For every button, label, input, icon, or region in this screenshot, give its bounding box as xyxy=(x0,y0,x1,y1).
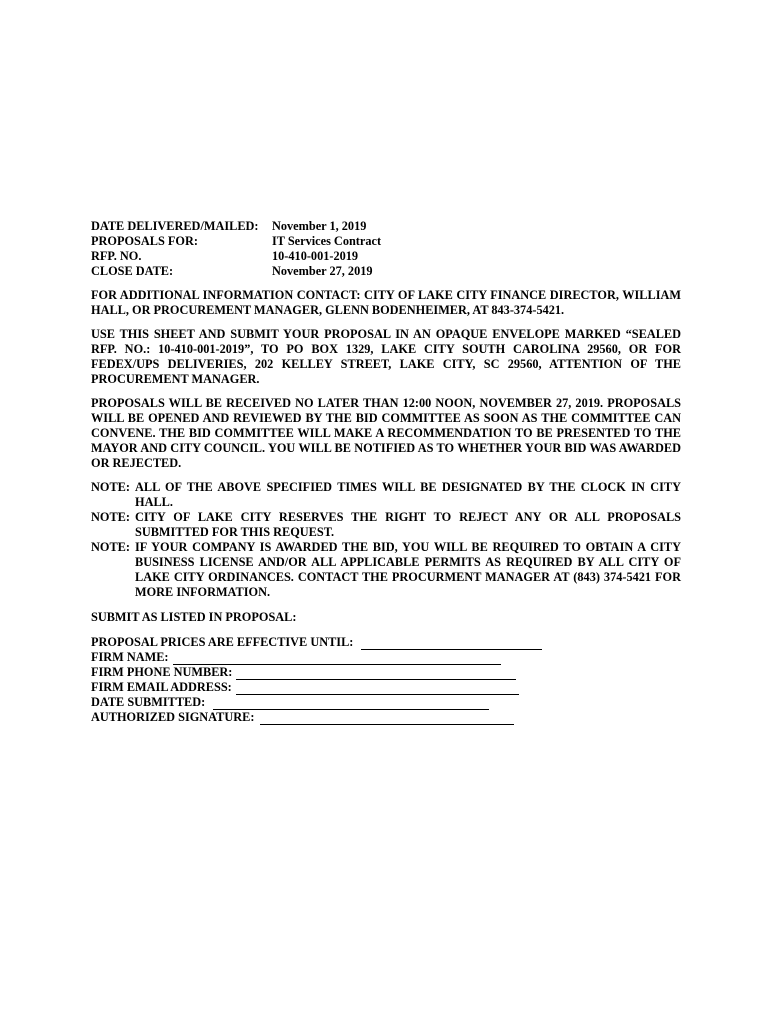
field-label: DATE SUBMITTED: xyxy=(91,695,206,709)
note-label: NOTE: xyxy=(91,540,130,554)
header-label: DATE DELIVERED/MAILED: xyxy=(91,219,259,233)
note-text: IF YOUR COMPANY IS AWARDED THE BID, YOU WILL BE REQUIRED TO OBTAIN A CITY BUSINESS LICENSE AND/OR ALL APPLICABLE PERMITS AS REQUIRED BY ALL CITY OF LAKE CITY ORDINANCES. CONTACT THE PROCURMENT MANAGER AT (843) 374-5421 FOR MORE INFORMATION. xyxy=(135,540,681,599)
header-label: PROPOSALS FOR: xyxy=(91,234,198,248)
effective-until-input[interactable] xyxy=(361,638,542,650)
header-value: IT Services Contract xyxy=(272,234,382,248)
note-item xyxy=(91,480,681,510)
date-submitted-input[interactable] xyxy=(213,698,489,710)
notes-list xyxy=(91,480,681,600)
proposal-form xyxy=(91,635,681,725)
field-firm-name xyxy=(91,650,681,665)
header-label: RFP. NO. xyxy=(91,249,142,263)
header-row-rfp-no xyxy=(91,249,681,264)
note-label: NOTE: xyxy=(91,510,130,524)
header-row-proposals-for xyxy=(91,234,681,249)
firm-phone-input[interactable] xyxy=(236,668,516,680)
header-label: CLOSE DATE: xyxy=(91,264,174,278)
field-label: FIRM EMAIL ADDRESS: xyxy=(91,680,232,694)
field-date-submitted xyxy=(91,695,681,710)
field-firm-email xyxy=(91,680,681,695)
field-label: FIRM PHONE NUMBER: xyxy=(91,665,233,679)
note-text: CITY OF LAKE CITY RESERVES THE RIGHT TO REJECT ANY OR ALL PROPOSALS SUBMITTED FOR THIS REQUEST. xyxy=(135,510,681,539)
firm-name-input[interactable] xyxy=(173,653,501,665)
field-label: PROPOSAL PRICES ARE EFFECTIVE UNTIL: xyxy=(91,635,354,649)
document-content xyxy=(91,219,681,725)
header-row-close-date xyxy=(91,264,681,279)
header-value: November 27, 2019 xyxy=(272,264,373,278)
field-firm-phone xyxy=(91,665,681,680)
field-effective-until xyxy=(91,635,681,650)
field-authorized-signature xyxy=(91,710,681,725)
header-value: November 1, 2019 xyxy=(272,219,367,233)
note-label: NOTE: xyxy=(91,480,130,494)
note-text: ALL OF THE ABOVE SPECIFIED TIMES WILL BE DESIGNATED BY THE CLOCK IN CITY HALL. xyxy=(135,480,681,509)
note-item xyxy=(91,540,681,600)
note-item xyxy=(91,510,681,540)
header-row-date-delivered xyxy=(91,219,681,234)
header-value: 10-410-001-2019 xyxy=(272,249,359,263)
submit-heading: SUBMIT AS LISTED IN PROPOSAL: xyxy=(91,610,297,624)
header-block xyxy=(91,219,681,279)
deadline-paragraph: PROPOSALS WILL BE RECEIVED NO LATER THAN 12:00 NOON, NOVEMBER 27, 2019. PROPOSALS WILL BE OPENED AND REVIEWED BY THE BID COMMITTEE AS SOON AS THE COMMITTEE CAN CONVENE. THE BID COMMITTEE WILL MAKE A RECOMMENDATION TO BE PRESENTED TO THE MAYOR AND CITY COUNCIL. YOU WILL BE NOTIFIED AS TO WHETHER YOUR BID WAS AWARDED OR REJECTED. xyxy=(91,396,681,470)
contact-paragraph: FOR ADDITIONAL INFORMATION CONTACT: CITY OF LAKE CITY FINANCE DIRECTOR, WILLIAM HALL, OR PROCUREMENT MANAGER, GLENN BODENHEIMER, AT 843-374-5421. xyxy=(91,288,681,317)
field-label: FIRM NAME: xyxy=(91,650,169,664)
field-label: AUTHORIZED SIGNATURE: xyxy=(91,710,255,724)
signature-input[interactable] xyxy=(260,713,514,725)
firm-email-input[interactable] xyxy=(236,683,519,695)
submission-paragraph: USE THIS SHEET AND SUBMIT YOUR PROPOSAL IN AN OPAQUE ENVELOPE MARKED “SEALED RFP. NO.: 10-410-001-2019”, TO PO BOX 1329, LAKE CITY SOUTH CAROLINA 29560, OR FOR FEDEX/UPS DELIVERIES, 202 KELLEY STREET, LAKE CITY, SC 29560, ATTENTION OF THE PROCUREMENT MANAGER. xyxy=(91,327,681,386)
